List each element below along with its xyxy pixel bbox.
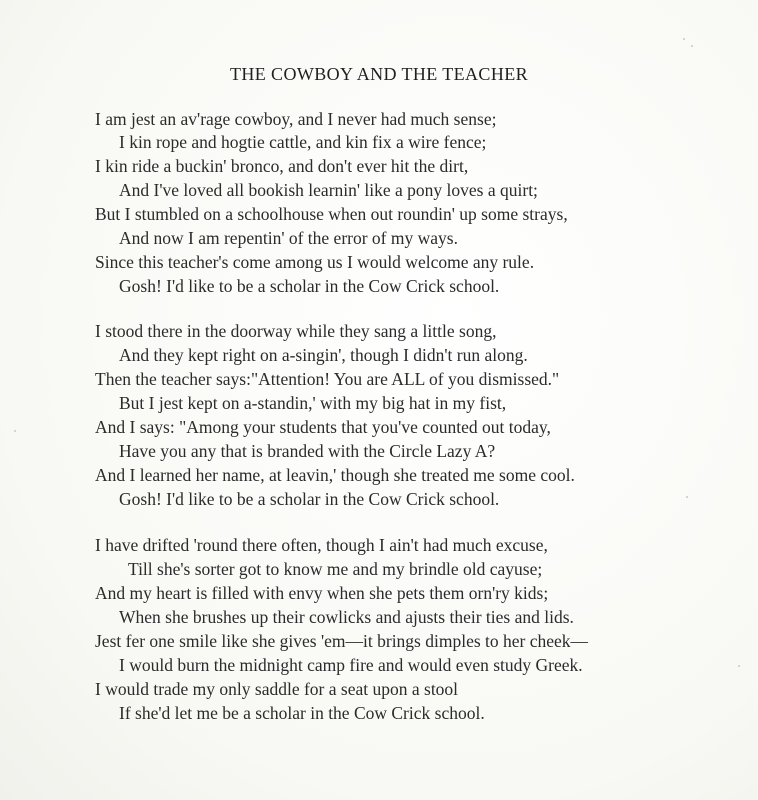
poem-line: Have you any that is branded with the Circle Lazy A? xyxy=(119,441,496,461)
poem-line: And I says: "Among your students that you've counted out today, xyxy=(95,417,551,437)
poem-line: Gosh! I'd like to be a scholar in the Cow Crick school. xyxy=(119,276,500,296)
poem-line: Gosh! I'd like to be a scholar in the Cow Crick school. xyxy=(119,489,500,509)
poem-line: And I've loved all bookish learnin' like a pony loves a quirt; xyxy=(119,180,538,200)
scan-speck xyxy=(686,496,688,498)
poem-line: I have drifted 'round there often, though I ain't had much excuse, xyxy=(95,535,548,555)
poem-line: I would trade my only saddle for a seat upon a stool xyxy=(95,679,459,699)
poem-line: I kin rope and hogtie cattle, and kin fix a wire fence; xyxy=(119,132,487,152)
scan-speck xyxy=(691,45,693,47)
poem-line: Since this teacher's come among us I would welcome any rule. xyxy=(95,252,535,272)
poem-line: I stood there in the doorway while they sang a little song, xyxy=(95,321,497,341)
poem-line: I would burn the midnight camp fire and would even study Greek. xyxy=(119,655,583,675)
poem-line: Till she's sorter got to know me and my brindle old cayuse; xyxy=(128,559,543,579)
poem-line: Then the teacher says:"Attention! You are ALL of you dismissed." xyxy=(95,369,560,389)
poem-line: And now I am repentin' of the error of my ways. xyxy=(119,228,458,248)
poem-line: And my heart is filled with envy when she pets them orn'ry kids; xyxy=(95,583,549,603)
poem-line: And I learned her name, at leavin,' though she treated me some cool. xyxy=(95,465,575,485)
poem-line: But I stumbled on a schoolhouse when out roundin' up some strays, xyxy=(95,204,568,224)
poem-title: THE COWBOY AND THE TEACHER xyxy=(229,64,529,84)
poem-line: I am jest an av'rage cowboy, and I never had much sense; xyxy=(95,109,497,129)
poem-line: I kin ride a buckin' bronco, and don't ever hit the dirt, xyxy=(95,156,469,176)
poem-line: If she'd let me be a scholar in the Cow Crick school. xyxy=(119,703,485,723)
poem-line: And they kept right on a-singin', though I didn't run along. xyxy=(119,345,528,365)
scan-speck xyxy=(683,38,685,40)
scan-speck xyxy=(14,430,16,432)
poem-line: But I jest kept on a-standin,' with my big hat in my fist, xyxy=(119,393,507,413)
scan-speck xyxy=(738,665,740,667)
poem-line: When she brushes up their cowlicks and ajusts their ties and lids. xyxy=(119,607,574,627)
poem-line: Jest fer one smile like she gives 'em—it brings dimples to her cheek— xyxy=(95,631,589,651)
